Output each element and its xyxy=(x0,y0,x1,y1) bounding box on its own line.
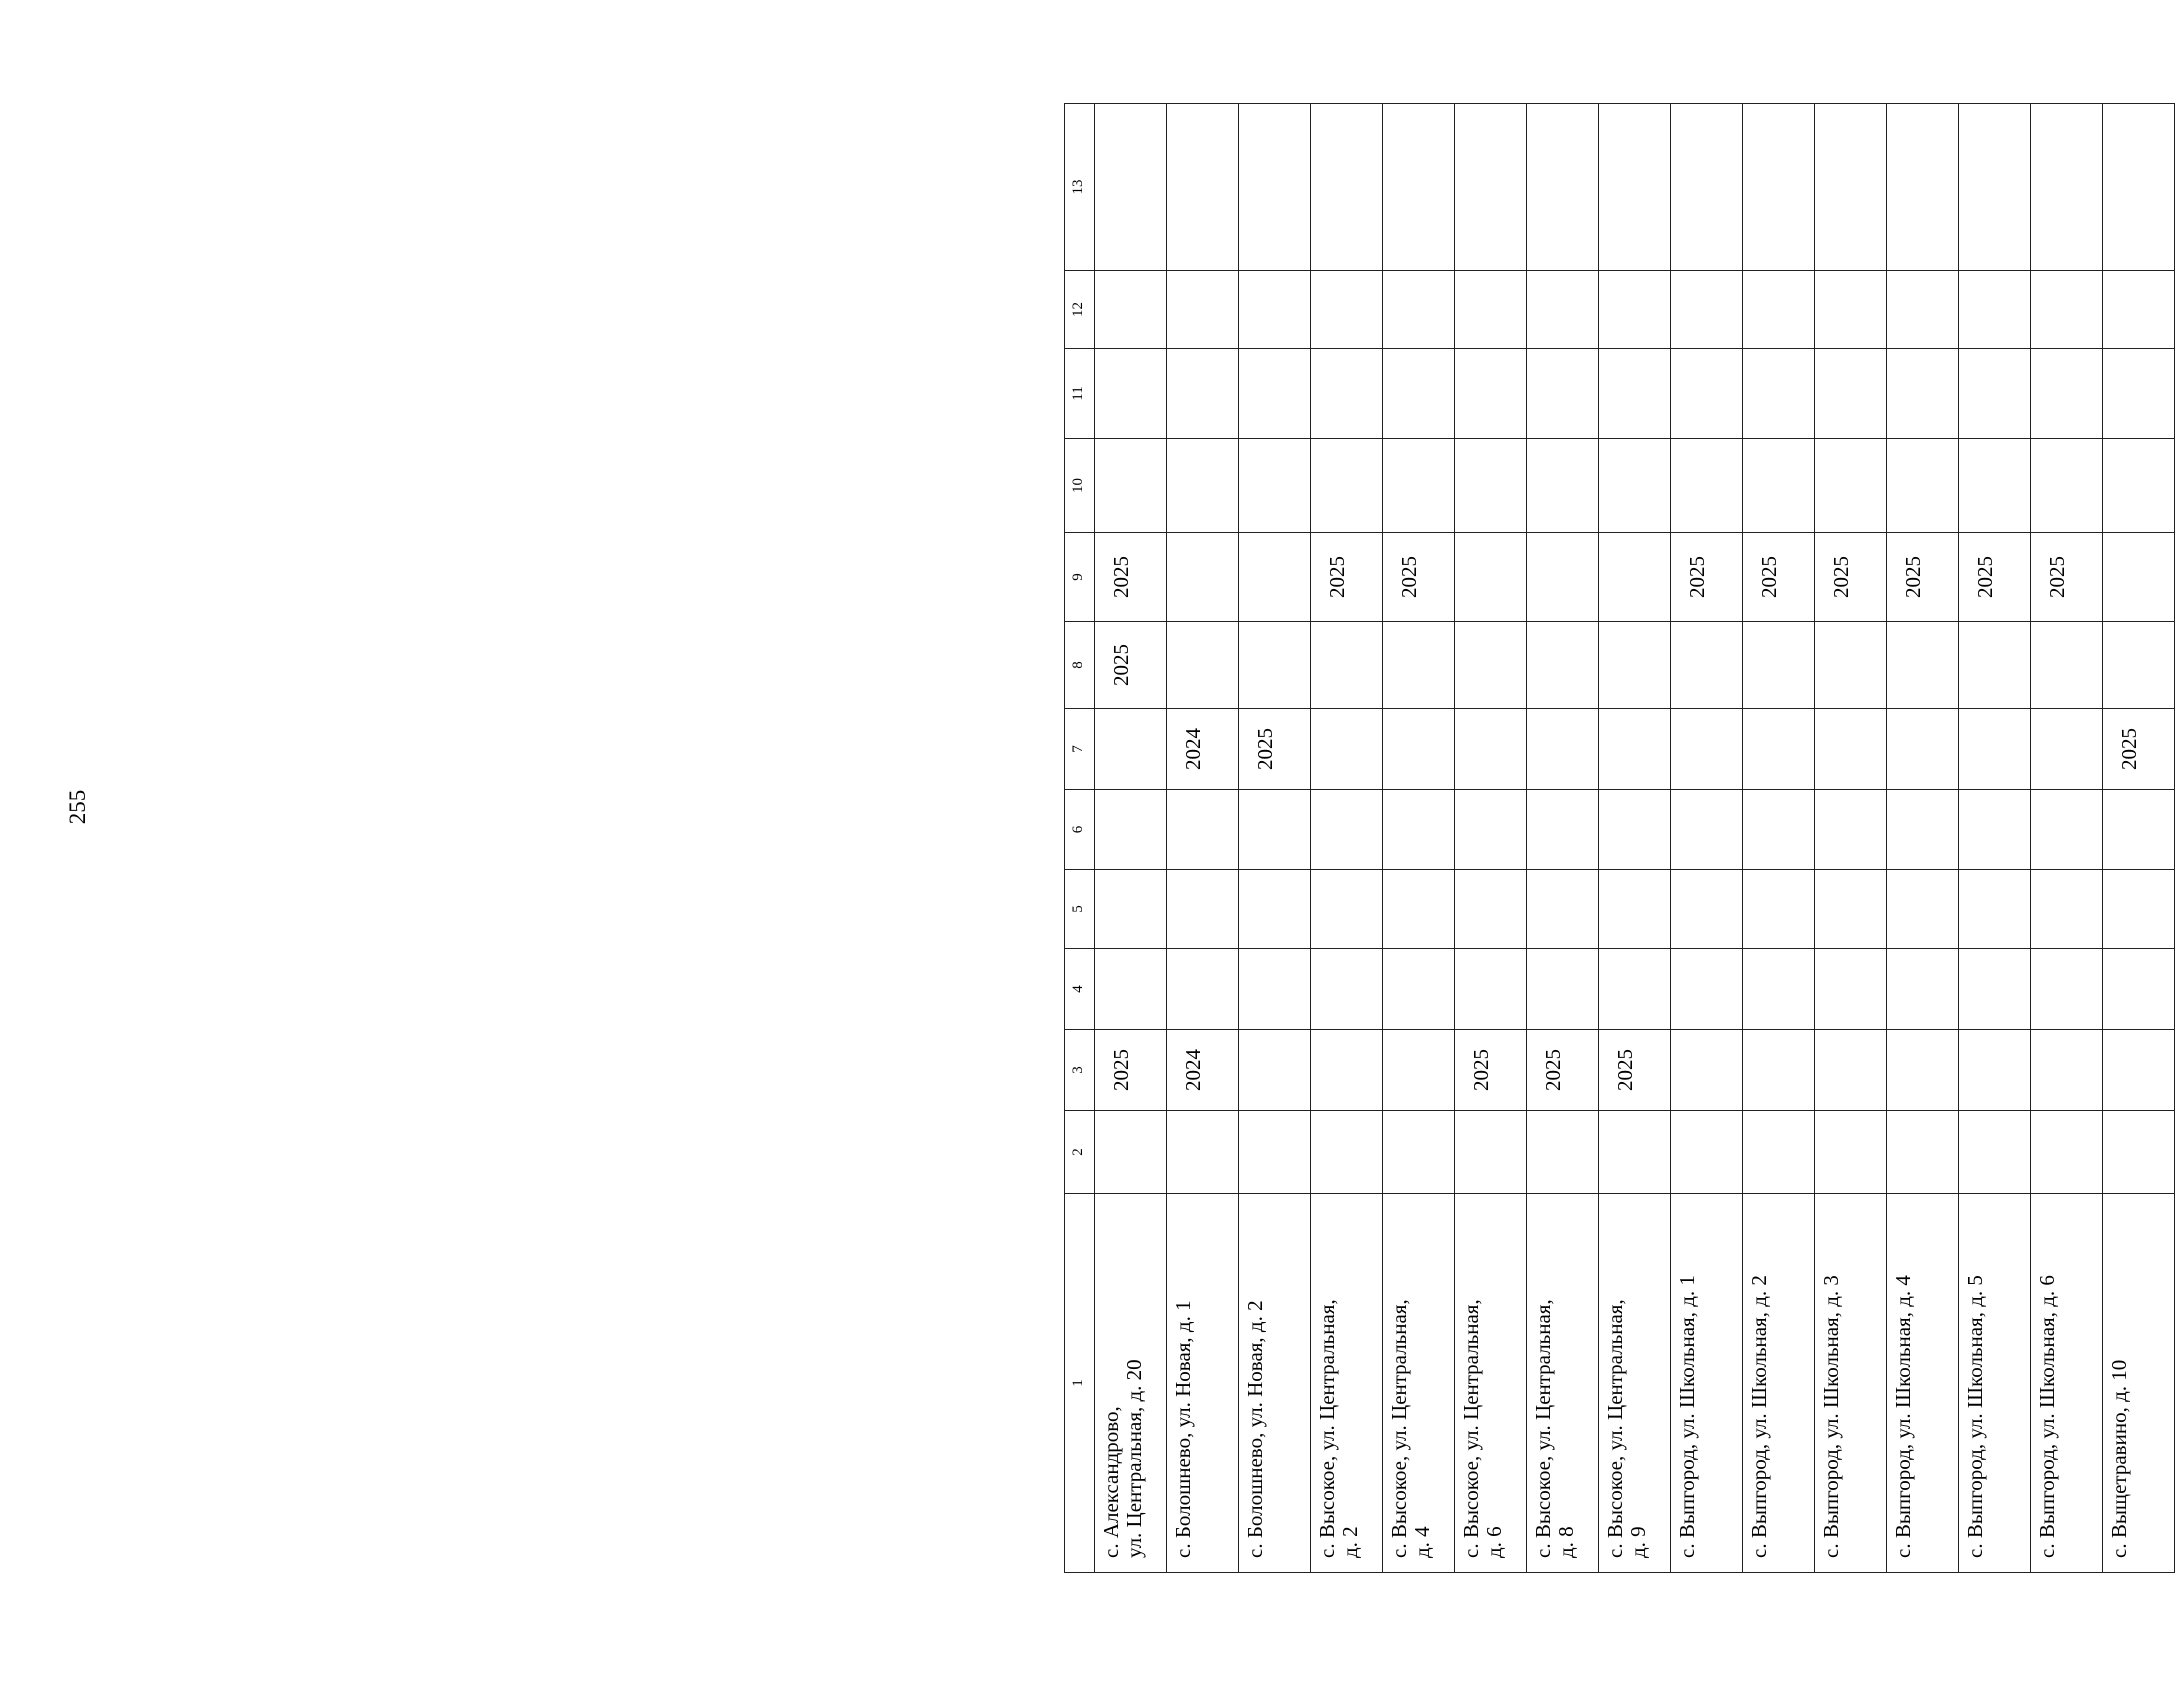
table-row xyxy=(1671,104,1743,1573)
year-cell xyxy=(1743,271,1815,349)
year-cell xyxy=(1383,790,1455,870)
year-cell xyxy=(1815,870,1887,949)
year-cell xyxy=(1527,533,1599,622)
year-cell xyxy=(2103,622,2175,709)
year-cell xyxy=(1383,271,1455,349)
year-cell xyxy=(2103,790,2175,870)
year-cell xyxy=(1095,949,1167,1030)
data-table xyxy=(1064,103,2175,1573)
year-cell xyxy=(1527,790,1599,870)
year-cell xyxy=(1527,709,1599,790)
year-cell xyxy=(1383,1030,1455,1111)
table-row xyxy=(1455,104,1527,1573)
year-cell xyxy=(1599,949,1671,1030)
table-header xyxy=(1065,104,1095,1573)
year-cell xyxy=(1527,1111,1599,1194)
year-cell xyxy=(1599,790,1671,870)
year-cell: 2025 xyxy=(1455,1030,1527,1111)
year-cell xyxy=(1527,349,1599,439)
year-cell xyxy=(1455,790,1527,870)
year-cell xyxy=(1383,1111,1455,1194)
year-cell xyxy=(1815,709,1887,790)
address-cell: с. Александрово, ул. Центральная, д. 20 xyxy=(1095,1194,1167,1573)
year-cell xyxy=(1167,1111,1239,1194)
year-cell xyxy=(1455,870,1527,949)
year-cell xyxy=(1167,790,1239,870)
year-cell xyxy=(1167,870,1239,949)
year-cell xyxy=(1527,622,1599,709)
column-header-13: 13 xyxy=(1065,104,1095,271)
column-header-6: 6 xyxy=(1065,790,1095,870)
year-cell xyxy=(1095,439,1167,533)
year-cell xyxy=(1455,349,1527,439)
year-cell xyxy=(1671,271,1743,349)
year-cell: 2025 xyxy=(1815,533,1887,622)
year-cell xyxy=(1887,1111,1959,1194)
year-cell xyxy=(1311,104,1383,271)
column-header-1: 1 xyxy=(1065,1194,1095,1573)
year-cell xyxy=(1455,709,1527,790)
year-cell xyxy=(1383,349,1455,439)
year-cell xyxy=(1383,870,1455,949)
year-cell xyxy=(2031,1111,2103,1194)
table-row xyxy=(1527,104,1599,1573)
year-cell xyxy=(1815,622,1887,709)
year-cell xyxy=(1527,949,1599,1030)
year-cell xyxy=(1239,1030,1311,1111)
year-cell xyxy=(1887,349,1959,439)
year-cell xyxy=(2031,790,2103,870)
year-cell xyxy=(1311,870,1383,949)
address-cell: с. Выпгород, ул. Школьная, д. 5 xyxy=(1959,1194,2031,1573)
page-number xyxy=(65,789,90,825)
year-cell xyxy=(1887,949,1959,1030)
year-cell: 2025 xyxy=(1239,709,1311,790)
year-cell xyxy=(1311,790,1383,870)
year-cell xyxy=(1095,709,1167,790)
year-cell: 2025 xyxy=(1311,533,1383,622)
year-cell xyxy=(1671,709,1743,790)
year-cell xyxy=(1743,104,1815,271)
column-header-7: 7 xyxy=(1065,709,1095,790)
year-cell xyxy=(1743,622,1815,709)
year-cell xyxy=(1239,349,1311,439)
year-cell xyxy=(1959,104,2031,271)
address-cell: с. Выпгород, ул. Школьная, д. 3 xyxy=(1815,1194,1887,1573)
table-row xyxy=(1743,104,1815,1573)
year-cell xyxy=(1239,271,1311,349)
address-cell: с. Выщетравино, д. 10 xyxy=(2103,1194,2175,1573)
year-cell xyxy=(2103,1030,2175,1111)
page-number-text: 255 xyxy=(65,789,90,825)
year-cell xyxy=(2031,949,2103,1030)
year-cell xyxy=(1671,1111,1743,1194)
year-cell xyxy=(1239,870,1311,949)
year-cell xyxy=(1671,790,1743,870)
year-cell xyxy=(1455,949,1527,1030)
year-cell xyxy=(1311,1030,1383,1111)
year-cell xyxy=(1887,870,1959,949)
year-cell xyxy=(1239,104,1311,271)
year-cell xyxy=(2103,349,2175,439)
year-cell xyxy=(1527,271,1599,349)
year-cell xyxy=(1239,533,1311,622)
year-cell xyxy=(1095,1111,1167,1194)
year-cell xyxy=(1311,1111,1383,1194)
year-cell xyxy=(1455,439,1527,533)
year-cell xyxy=(1311,349,1383,439)
year-cell xyxy=(1959,709,2031,790)
year-cell xyxy=(1167,104,1239,271)
year-cell xyxy=(1455,533,1527,622)
year-cell xyxy=(1167,439,1239,533)
year-cell xyxy=(1887,439,1959,533)
table-row xyxy=(1167,104,1239,1573)
year-cell: 2025 xyxy=(1743,533,1815,622)
year-cell xyxy=(2031,622,2103,709)
address-cell: с. Выпгород, ул. Школьная, д. 4 xyxy=(1887,1194,1959,1573)
column-header-12: 12 xyxy=(1065,271,1095,349)
year-cell xyxy=(1095,271,1167,349)
year-cell xyxy=(1599,1111,1671,1194)
year-cell xyxy=(1239,439,1311,533)
column-header-10: 10 xyxy=(1065,439,1095,533)
year-cell: 2025 xyxy=(1095,1030,1167,1111)
header-row xyxy=(1065,104,1095,1573)
year-cell xyxy=(1095,349,1167,439)
year-cell xyxy=(1167,622,1239,709)
table-row xyxy=(2103,104,2175,1573)
column-header-2: 2 xyxy=(1065,1111,1095,1194)
year-cell: 2025 xyxy=(2031,533,2103,622)
year-cell xyxy=(1599,709,1671,790)
year-cell xyxy=(1383,949,1455,1030)
year-cell: 2024 xyxy=(1167,709,1239,790)
year-cell xyxy=(1599,533,1671,622)
column-header-8: 8 xyxy=(1065,622,1095,709)
year-cell xyxy=(1671,439,1743,533)
year-cell xyxy=(2103,271,2175,349)
year-cell xyxy=(2103,533,2175,622)
year-cell xyxy=(1599,271,1671,349)
year-cell xyxy=(1599,349,1671,439)
year-cell xyxy=(1167,349,1239,439)
table-row xyxy=(1311,104,1383,1573)
column-header-11: 11 xyxy=(1065,349,1095,439)
year-cell xyxy=(2031,349,2103,439)
address-cell: с. Болошнево, ул. Новая, д. 2 xyxy=(1239,1194,1311,1573)
year-cell: 2025 xyxy=(1383,533,1455,622)
year-cell xyxy=(2103,870,2175,949)
year-cell xyxy=(2103,104,2175,271)
address-cell: с. Высокое, ул. Центральная, д. 8 xyxy=(1527,1194,1599,1573)
year-cell xyxy=(1671,870,1743,949)
year-cell xyxy=(1455,1111,1527,1194)
year-cell xyxy=(1383,709,1455,790)
year-cell xyxy=(1239,790,1311,870)
year-cell xyxy=(1455,622,1527,709)
year-cell xyxy=(1455,271,1527,349)
year-cell xyxy=(1887,790,1959,870)
year-cell xyxy=(1815,349,1887,439)
year-cell xyxy=(2031,870,2103,949)
year-cell xyxy=(1167,533,1239,622)
year-cell xyxy=(1743,1111,1815,1194)
year-cell xyxy=(1383,104,1455,271)
year-cell xyxy=(1959,349,2031,439)
year-cell xyxy=(1599,870,1671,949)
year-cell xyxy=(1959,870,2031,949)
year-cell xyxy=(1671,949,1743,1030)
table-row xyxy=(1599,104,1671,1573)
year-cell xyxy=(1671,104,1743,271)
year-cell xyxy=(1959,949,2031,1030)
year-cell xyxy=(2031,709,2103,790)
year-cell xyxy=(1239,1111,1311,1194)
year-cell xyxy=(1599,104,1671,271)
year-cell xyxy=(1311,439,1383,533)
table-row xyxy=(1887,104,1959,1573)
year-cell xyxy=(1671,622,1743,709)
year-cell: 2025 xyxy=(1671,533,1743,622)
year-cell xyxy=(1887,622,1959,709)
address-cell: с. Высокое, ул. Центральная, д. 9 xyxy=(1599,1194,1671,1573)
year-cell xyxy=(1311,271,1383,349)
year-cell xyxy=(1743,949,1815,1030)
year-cell xyxy=(1239,622,1311,709)
table-row xyxy=(1959,104,2031,1573)
year-cell xyxy=(1887,1030,1959,1111)
year-cell: 2025 xyxy=(1095,622,1167,709)
address-cell: с. Высокое, ул. Центральная, д. 4 xyxy=(1383,1194,1455,1573)
year-cell xyxy=(1815,439,1887,533)
year-cell xyxy=(2103,949,2175,1030)
year-cell: 2025 xyxy=(1959,533,2031,622)
year-cell xyxy=(2103,1111,2175,1194)
address-cell: с. Высокое, ул. Центральная, д. 6 xyxy=(1455,1194,1527,1573)
year-cell xyxy=(1959,1030,2031,1111)
table-body xyxy=(1095,104,2175,1573)
year-cell xyxy=(1743,439,1815,533)
year-cell xyxy=(1383,622,1455,709)
year-cell xyxy=(1095,790,1167,870)
column-header-9: 9 xyxy=(1065,533,1095,622)
year-cell xyxy=(1887,709,1959,790)
year-cell xyxy=(1599,622,1671,709)
year-cell xyxy=(1311,949,1383,1030)
year-cell xyxy=(1959,439,2031,533)
year-cell xyxy=(2031,439,2103,533)
table-row xyxy=(1815,104,1887,1573)
year-cell: 2025 xyxy=(1527,1030,1599,1111)
year-cell xyxy=(1527,439,1599,533)
table-row xyxy=(2031,104,2103,1573)
year-cell xyxy=(1743,349,1815,439)
year-cell xyxy=(1239,949,1311,1030)
year-cell xyxy=(1743,790,1815,870)
year-cell xyxy=(1959,1111,2031,1194)
year-cell xyxy=(1815,1030,1887,1111)
year-cell xyxy=(1383,439,1455,533)
year-cell xyxy=(1815,790,1887,870)
year-cell xyxy=(1887,104,1959,271)
year-cell xyxy=(1095,870,1167,949)
year-cell: 2025 xyxy=(1887,533,1959,622)
year-cell xyxy=(2031,1030,2103,1111)
year-cell: 2025 xyxy=(1095,533,1167,622)
year-cell xyxy=(1527,104,1599,271)
year-cell xyxy=(1599,439,1671,533)
year-cell xyxy=(1671,1030,1743,1111)
year-cell xyxy=(1887,271,1959,349)
year-cell: 2025 xyxy=(2103,709,2175,790)
year-cell xyxy=(1671,349,1743,439)
column-header-3: 3 xyxy=(1065,1030,1095,1111)
year-cell xyxy=(1167,949,1239,1030)
table-row xyxy=(1095,104,1167,1573)
address-cell: с. Выпгород, ул. Школьная, д. 1 xyxy=(1671,1194,1743,1573)
year-cell xyxy=(1743,709,1815,790)
year-cell xyxy=(2031,271,2103,349)
year-cell xyxy=(1959,790,2031,870)
year-cell xyxy=(1815,949,1887,1030)
year-cell xyxy=(1959,622,2031,709)
year-cell xyxy=(1311,622,1383,709)
year-cell xyxy=(1527,870,1599,949)
table-row xyxy=(1239,104,1311,1573)
year-cell xyxy=(1815,1111,1887,1194)
year-cell xyxy=(1455,104,1527,271)
address-cell: с. Болошнево, ул. Новая, д. 1 xyxy=(1167,1194,1239,1573)
year-cell xyxy=(1959,271,2031,349)
year-cell: 2024 xyxy=(1167,1030,1239,1111)
column-header-5: 5 xyxy=(1065,870,1095,949)
year-cell xyxy=(1095,104,1167,271)
year-cell xyxy=(1743,870,1815,949)
address-cell: с. Выпгород, ул. Школьная, д. 6 xyxy=(2031,1194,2103,1573)
year-cell xyxy=(1167,271,1239,349)
year-cell xyxy=(2103,439,2175,533)
year-cell: 2025 xyxy=(1599,1030,1671,1111)
address-cell: с. Выпгород, ул. Школьная, д. 2 xyxy=(1743,1194,1815,1573)
address-cell: с. Высокое, ул. Центральная, д. 2 xyxy=(1311,1194,1383,1573)
table-row xyxy=(1383,104,1455,1573)
year-cell xyxy=(2031,104,2103,271)
year-cell xyxy=(1311,709,1383,790)
year-cell xyxy=(1815,104,1887,271)
column-header-4: 4 xyxy=(1065,949,1095,1030)
year-cell xyxy=(1743,1030,1815,1111)
year-cell xyxy=(1815,271,1887,349)
